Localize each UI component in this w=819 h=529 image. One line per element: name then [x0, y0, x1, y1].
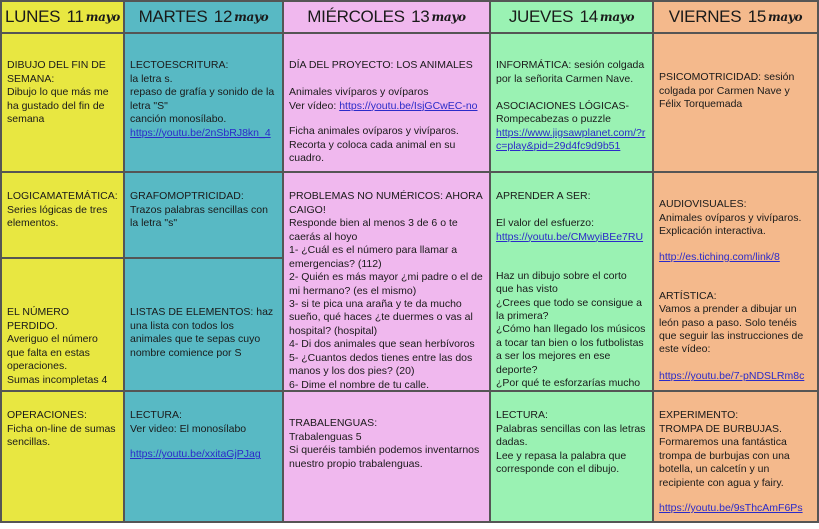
video-link[interactable]: https://youtu.be/7-pNDSLRm8c — [659, 370, 805, 383]
activity-text: AUDIOVISUALES: Animales ovíparos y vivíparos. Explicación interactiva. — [659, 198, 802, 238]
activity-text: PSICOMOTRICIDAD: sesión colgada por Carmen Nave y Félix Torquemada — [659, 71, 795, 111]
header-month: mayo — [768, 10, 803, 25]
video-link[interactable]: https://youtu.be/2nSbRJ8kn_4 — [130, 126, 271, 139]
cell-monday-operaciones — [1, 391, 124, 522]
header-day: MIÉRCOLES — [307, 7, 405, 27]
header-tuesday — [124, 1, 283, 33]
cell-monday-dibujo — [1, 33, 124, 172]
cell-wednesday-trabalenguas — [283, 391, 490, 522]
header-monday — [1, 1, 124, 33]
header-num: 13 — [411, 7, 430, 27]
header-thursday — [490, 1, 653, 33]
header-num: 11 — [66, 7, 84, 27]
header-num: 15 — [747, 7, 767, 27]
header-month: mayo — [85, 10, 120, 25]
activity-text: EXPERIMENTO: TROMPA DE BURBUJAS. Formaremos una fantástica trompa de burbujas con una botella, un calcetín y un recipiente con agua y fairy. — [659, 409, 790, 489]
video-link[interactable]: https://youtu.be/CMwyiBEe7RU — [496, 230, 644, 243]
activity-text: DIBUJO DEL FIN DE SEMANA: Dibujo lo que más me ha gustado del fin de semana — [7, 59, 109, 126]
cell-tuesday-listas — [124, 258, 283, 391]
header-day: MARTES — [138, 7, 208, 27]
cell-monday-numero — [1, 258, 124, 391]
cell-thursday-lectura — [490, 391, 653, 522]
video-link[interactable]: https://youtu.be/IsjGCwEC-no — [339, 99, 478, 112]
activity-text: DÍA DEL PROYECTO: LOS ANIMALES Animales vivíparos y ovíparos Ver vídeo: — [289, 59, 473, 112]
header-num: 12 — [213, 7, 233, 27]
header-month: mayo — [599, 10, 635, 25]
activity-text: LECTURA: Ver video: El monosílabo — [130, 409, 247, 435]
header-wednesday — [283, 1, 490, 33]
activity-text: LISTAS DE ELEMENTOS: haz una lista con todos los animales que te sepas cuyo nombre comience por S — [130, 306, 274, 359]
cell-friday-experimento — [653, 391, 818, 522]
cell-monday-logica — [1, 172, 124, 258]
header-friday — [653, 1, 818, 33]
header-month: mayo — [431, 10, 466, 25]
cell-tuesday-lectura — [124, 391, 283, 522]
activity-text: PROBLEMAS NO NUMÉRICOS: AHORA CAIGO! Responde bien al menos 3 de 6 o te caerás al hoyo 1- ¿Cuál es el número para llamar a emergencias? (112) 2- Quién es más mayor ¿mi padre o el de mi hermano? (es el mismo) 3- si te pica una araña y te da mucho sueño, qué haces ¿te duermes o vas al hospital? (hospital) 4- Di dos animales que sean herbívoros 5- ¿Cuantos dedos tienes entre las dos manos y los dos pies? (20) 6- Dime el nombre de tu calle. — [289, 190, 483, 391]
activity-text: INFORMÁTICA: sesión colgada por la señorita Carmen Nave. ASOCIACIONES LÓGICAS- Rompecabezas o puzzle — [496, 59, 645, 126]
activity-text: GRAFOMOPTRICIDAD: Trazos palabras sencillas con la letra "s" — [130, 190, 268, 230]
activity-text: ARTÍSTICA: Vamos a prender a dibujar un león paso a paso. Solo tenéis que seguir las instrucciones de este vídeo: — [659, 289, 804, 356]
video-link[interactable]: https://youtu.be/9sThcAmF6Ps — [659, 502, 803, 515]
cell-wednesday-proyecto — [283, 33, 490, 172]
cell-tuesday-lecto — [124, 33, 283, 172]
activity-text: LECTOESCRITURA: la letra s. repaso de grafía y sonido de la letra "S" canción monosílabo. — [130, 59, 275, 126]
activity-text: OPERACIONES: Ficha on-line de sumas sencillas. — [7, 409, 116, 449]
puzzle-link[interactable]: https://www.jigsawplanet.com/?rc=play&pid=29d4fc9d9b51 — [496, 126, 646, 153]
activity-text: Haz un dibujo sobre el corto que has visto ¿Crees que todo se consigue a la primera? ¿Cómo han llegado los músicos a tocar tan bien o los futbolistas a ser los mejores en ese deporte? ¿Por qué te esforzarías mucho — [496, 269, 646, 390]
cell-friday-audio — [653, 172, 818, 391]
header-day: LUNES — [5, 7, 61, 27]
cell-thursday-aprender — [490, 172, 653, 391]
header-month: mayo — [234, 10, 269, 25]
header-day: JUEVES — [508, 7, 574, 27]
interactive-link[interactable]: http://es.tiching.com/link/8 — [659, 250, 780, 263]
activity-text: LECTURA: Palabras sencillas con las letras dadas. Lee y repasa la palabra que corresponde con el dibujo. — [496, 409, 646, 476]
cell-friday-psico — [653, 33, 818, 172]
activity-text: APRENDER A SER: El valor del esfuerzo: — [496, 190, 595, 230]
activity-text: Ficha animales ovíparos y vivíparos. Recorta y coloca cada animal en su cuadro. — [289, 125, 459, 165]
cell-thursday-informatica — [490, 33, 653, 172]
header-num: 14 — [579, 7, 598, 27]
video-link[interactable]: https://youtu.be/xxitaGjPJag — [130, 448, 261, 461]
activity-text: TRABALENGUAS: Trabalenguas 5 Si queréis también podemos inventarnos nuestro propio trabalenguas. — [289, 417, 480, 470]
cell-wednesday-problemas — [283, 172, 490, 391]
activity-text: LOGICAMATEMÁTICA: Series lógicas de tres elementos. — [7, 190, 118, 230]
cell-tuesday-grafo — [124, 172, 283, 258]
activity-text: EL NÚMERO PERDIDO. Averiguo el número que falta en estas operaciones. Sumas incompletas 4 — [7, 306, 108, 386]
header-day: VIERNES — [668, 7, 742, 27]
